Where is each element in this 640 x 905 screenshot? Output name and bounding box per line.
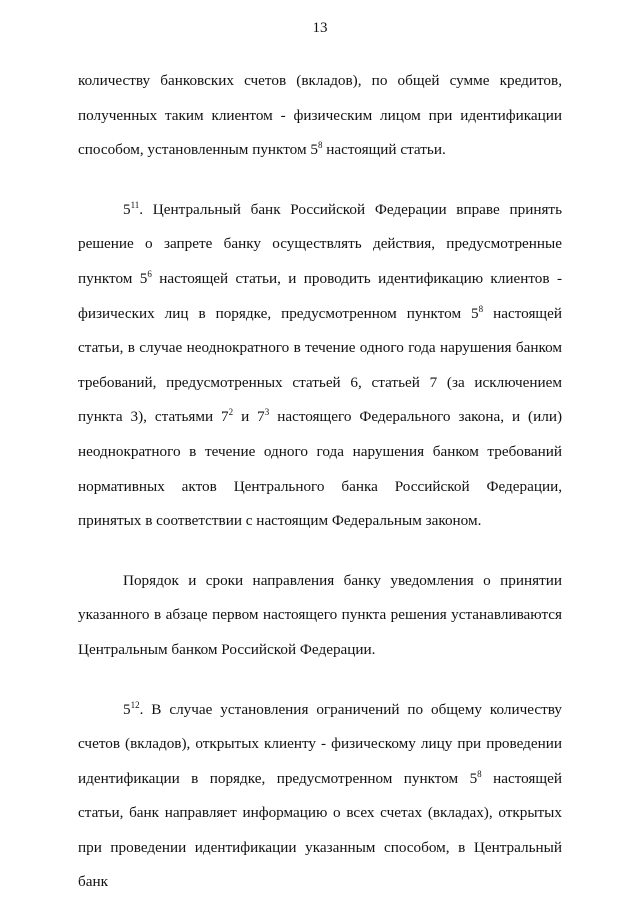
text-run: 5 — [123, 700, 131, 718]
superscript: 8 — [478, 303, 484, 314]
paragraph — [78, 193, 562, 539]
text-run: . Центральный банк Российской Федерации вправе принять решение о запрете банку осуществлять действия, предусмотренные пунктом 5 — [78, 200, 562, 287]
text-run: и 7 — [233, 408, 265, 426]
text-run: настоящей статьи, банк направляет информацию о всех счетах (вкладах), открытых при проведении идентификации указанным способом, в Центральный банк — [78, 769, 562, 891]
text-run: настоящий статьи. — [322, 141, 446, 159]
text-run: настоящего Федерального закона, и (или) неоднократного в течение одного года нарушения банком требований нормативных актов Центрального банка Российской Федерации, принятых в соответствии с настоящим Федеральным законом. — [78, 408, 562, 530]
superscript: 8 — [317, 140, 323, 151]
page-number: 13 — [312, 20, 328, 36]
text-run: Порядок и сроки направления банку уведомления о принятии указанного в абзаце первом настоящего пункта решения устанавливаются Центральным банком Российской Федерации. — [78, 571, 562, 658]
paragraph — [78, 693, 562, 901]
document-body — [78, 64, 562, 900]
superscript: 8 — [477, 768, 482, 779]
text-run: настоящей статьи, и проводить идентификацию клиентов - физических лиц в порядке, предусмотренном пунктом 5 — [78, 269, 563, 322]
superscript: 11 — [130, 199, 140, 210]
text-run: количеству банковских счетов (вкладов), по общей сумме кредитов, полученных таким клиентом - физическим лицом при идентификации способом, установленным пунктом 5 — [78, 72, 562, 159]
superscript: 3 — [264, 407, 270, 418]
text-run: настоящей статьи, в случае неоднократного в течение одного года нарушения банком требований, предусмотренных статьей 6, статьей 7 (за исключением пункта 3), статьями 7 — [78, 304, 562, 426]
text-run: . В случае установления ограничений по общему количеству счетов (вкладов), открытых клиенту - физическому лицу при проведении идентификации в порядке, предусмотренном пунктом 5 — [78, 700, 562, 787]
superscript: 12 — [130, 699, 140, 710]
superscript: 2 — [228, 407, 234, 418]
paragraph — [78, 564, 562, 668]
text-run: 5 — [123, 200, 131, 218]
paragraph — [78, 64, 562, 168]
superscript: 6 — [147, 268, 152, 279]
